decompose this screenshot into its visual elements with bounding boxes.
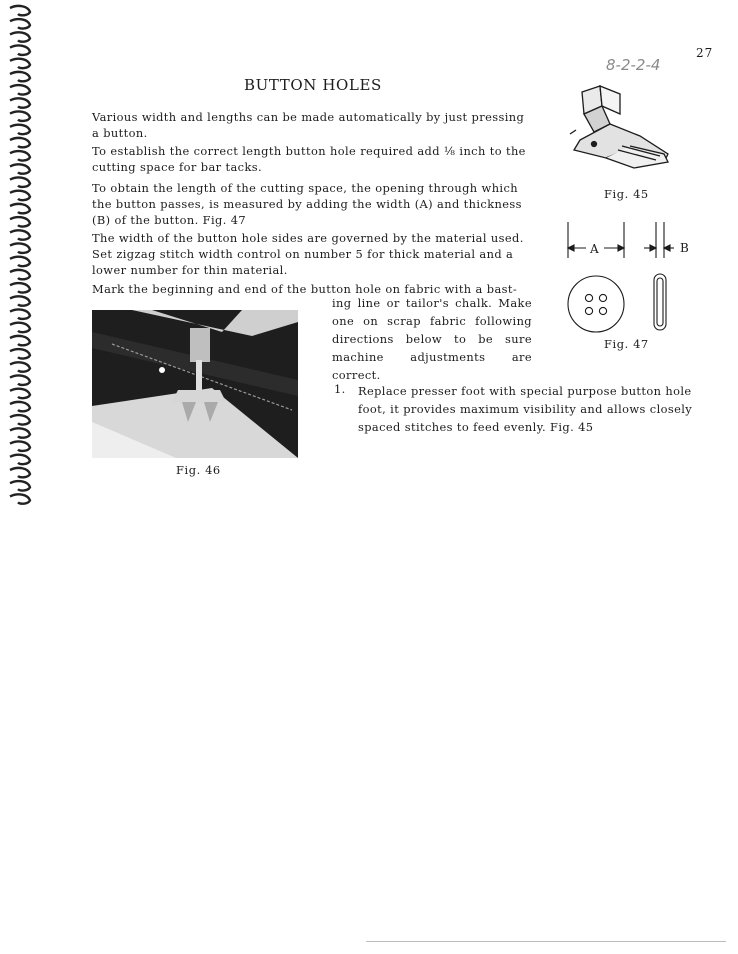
binding-coil: [10, 230, 30, 239]
binding-coil: [10, 415, 30, 424]
binding-coil: [10, 244, 30, 253]
binding-coil: [10, 32, 30, 41]
svg-text:A: A: [590, 242, 599, 256]
binding-coil: [10, 138, 30, 147]
binding-coil: [10, 6, 30, 15]
binding-coil: [10, 270, 30, 279]
binding-coil: [10, 468, 30, 477]
binding-coil: [10, 46, 30, 55]
fig45-presser-foot-illustration: [560, 84, 678, 180]
paragraph-1: Various width and lengths can be made automatically by just pressing a button.: [92, 110, 525, 141]
paragraph-4: The width of the button hole sides are governed by the material used. Set zigzag stitch width control on number 5 for thick material and a lower number for thin material.: [92, 231, 524, 278]
binding-coil: [10, 336, 30, 345]
binding-coil: [10, 85, 30, 94]
binding-coil: [10, 428, 30, 437]
svg-text:B: B: [680, 241, 689, 255]
binding-coil: [10, 98, 30, 107]
fig47-button-diagram: [560, 218, 696, 336]
binding-coil: [10, 349, 30, 358]
binding-coil: [10, 481, 30, 490]
binding-coil: [10, 164, 30, 173]
binding-coil: [10, 19, 30, 28]
step-1-text: Replace presser foot with special purpose button hole foot, it provides maximum visibility and allows closely spaced stitches to feed evenly. Fig. 45: [358, 384, 693, 434]
binding-coil: [10, 178, 30, 187]
fig46-photo: [92, 310, 298, 458]
binding-coil: [10, 283, 30, 292]
binding-coil: [10, 204, 30, 213]
fig46-caption: Fig. 46: [176, 463, 221, 477]
binding-coil: [10, 112, 30, 121]
binding-coil: [10, 191, 30, 200]
binding-coil: [10, 494, 30, 503]
svg-text:8-2-2-4: 8-2-2-4: [606, 56, 661, 74]
binding-coil: [10, 296, 30, 305]
binding-coil: [10, 125, 30, 134]
binding-coil: [10, 151, 30, 160]
page-number: 27: [696, 46, 714, 60]
fig47-caption: Fig. 47: [604, 337, 649, 351]
binding-coil: [10, 217, 30, 226]
binding-coil: [10, 72, 30, 81]
binding-coil: [10, 323, 30, 332]
fig45-caption: Fig. 45: [604, 187, 649, 201]
binding-coil: [10, 442, 30, 451]
binding-coil: [10, 455, 30, 464]
page-title: BUTTON HOLES: [244, 76, 382, 94]
binding-coil: [10, 59, 30, 68]
paragraph-5-lead: Mark the beginning and end of the button hole on fabric with a bast-: [92, 282, 518, 296]
paragraph-2: To establish the correct length button hole required add ⅛ inch to the cutting space for bar tacks.: [92, 144, 526, 175]
paragraph-5-continued: ing line or tailor's chalk. Make one on scrap fabric following directions below to be sure machine adjustments are correct.: [332, 296, 532, 382]
binding-coil: [10, 389, 30, 398]
bottom-rule: [366, 941, 726, 942]
paragraph-3: To obtain the length of the cutting space, the opening through which the button passes, is measured by adding the width (A) and thickness (B) of the button. Fig. 47: [92, 181, 522, 228]
step-1-number: 1.: [334, 382, 346, 396]
spiral-binding: [4, 0, 44, 510]
binding-coil: [10, 310, 30, 319]
handwritten-note: [602, 44, 682, 78]
binding-coil: [10, 402, 30, 411]
binding-coil: [10, 257, 30, 266]
binding-coil: [10, 376, 30, 385]
binding-coil: [10, 362, 30, 371]
